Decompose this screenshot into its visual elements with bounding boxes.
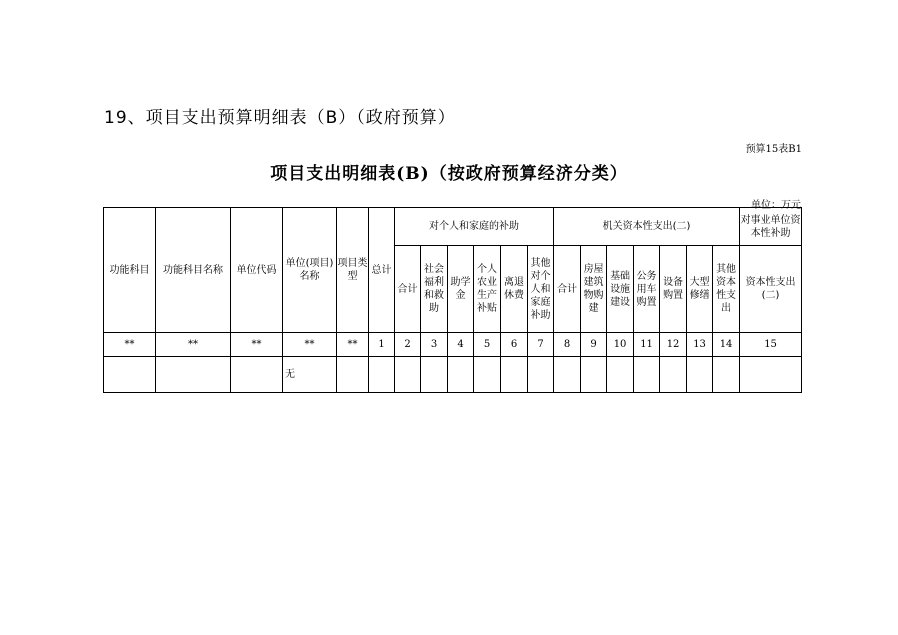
data-cell [660, 357, 687, 393]
code-cell: 9 [581, 333, 607, 357]
group-enterprise: 对事业单位资本性补助 [740, 208, 802, 246]
data-cell [554, 357, 581, 393]
data-cell [634, 357, 660, 393]
code-cell: 2 [395, 333, 421, 357]
code-cell: 12 [660, 333, 687, 357]
data-cell [501, 357, 528, 393]
col-personal-subtotal: 合计 [395, 246, 421, 333]
col-equipment: 设备购置 [660, 246, 687, 333]
code-cell: ** [231, 333, 283, 357]
col-retirement: 离退休费 [501, 246, 528, 333]
code-cell: ** [283, 333, 337, 357]
code-cell: ** [156, 333, 231, 357]
header-unit-code: 单位代码 [231, 208, 283, 333]
group-capital: 机关资本性支出(二) [554, 208, 740, 246]
data-cell [474, 357, 501, 393]
col-infrastructure: 基础设施建设 [607, 246, 634, 333]
data-cell [395, 357, 421, 393]
data-cell [740, 357, 802, 393]
header-func-code: 功能科目 [104, 208, 156, 333]
code-cell: 3 [421, 333, 448, 357]
col-farm-subsidy: 个人农业生产补贴 [474, 246, 501, 333]
col-repair: 大型修缮 [687, 246, 713, 333]
data-cell [581, 357, 607, 393]
col-other-personal: 其他对个人和家庭补助 [528, 246, 554, 333]
header-project-type: 项目类型 [337, 208, 369, 333]
data-cell [713, 357, 740, 393]
header-total: 总计 [369, 208, 395, 333]
col-capital-subtotal: 合计 [554, 246, 581, 333]
data-row [104, 357, 802, 393]
code-cell: 4 [448, 333, 474, 357]
col-building: 房屋建筑物购建 [581, 246, 607, 333]
data-cell [156, 357, 231, 393]
col-capital-expense: 资本性支出(二) [740, 246, 802, 333]
code-cell: 7 [528, 333, 554, 357]
code-cell: 1 [369, 333, 395, 357]
unit-label: 单位：万元 [751, 200, 801, 211]
header-row-groups [104, 208, 802, 246]
col-vehicles: 公务用车购置 [634, 246, 660, 333]
code-cell: 8 [554, 333, 581, 357]
code-cell: 14 [713, 333, 740, 357]
table-title: 项目支出明细表(B)（按政府预算经济分类） [270, 164, 628, 184]
code-cell: 13 [687, 333, 713, 357]
data-cell [448, 357, 474, 393]
section-heading: 19、项目支出预算明细表（B）（政府预算） [104, 108, 456, 128]
code-cell: ** [337, 333, 369, 357]
header-unit-name: 单位(项目)名称 [283, 208, 337, 333]
col-social-welfare: 社会福利和救助 [421, 246, 448, 333]
header-func-name: 功能科目名称 [156, 208, 231, 333]
data-cell [104, 357, 156, 393]
code-cell: 11 [634, 333, 660, 357]
code-cell: ** [104, 333, 156, 357]
data-cell [528, 357, 554, 393]
form-number: 预算15表B1 [745, 144, 802, 155]
budget-table [103, 207, 802, 393]
code-cell: 10 [607, 333, 634, 357]
code-cell: 6 [501, 333, 528, 357]
data-cell [687, 357, 713, 393]
col-student-aid: 助学金 [448, 246, 474, 333]
data-cell-unit-name: 无 [283, 357, 337, 393]
col-other-capital: 其他资本性支出 [713, 246, 740, 333]
data-cell [337, 357, 369, 393]
data-cell [421, 357, 448, 393]
code-cell: 15 [740, 333, 802, 357]
data-cell [231, 357, 283, 393]
code-row [104, 333, 802, 357]
data-cell [607, 357, 634, 393]
group-personal: 对个人和家庭的补助 [395, 208, 554, 246]
data-cell [369, 357, 395, 393]
code-cell: 5 [474, 333, 501, 357]
